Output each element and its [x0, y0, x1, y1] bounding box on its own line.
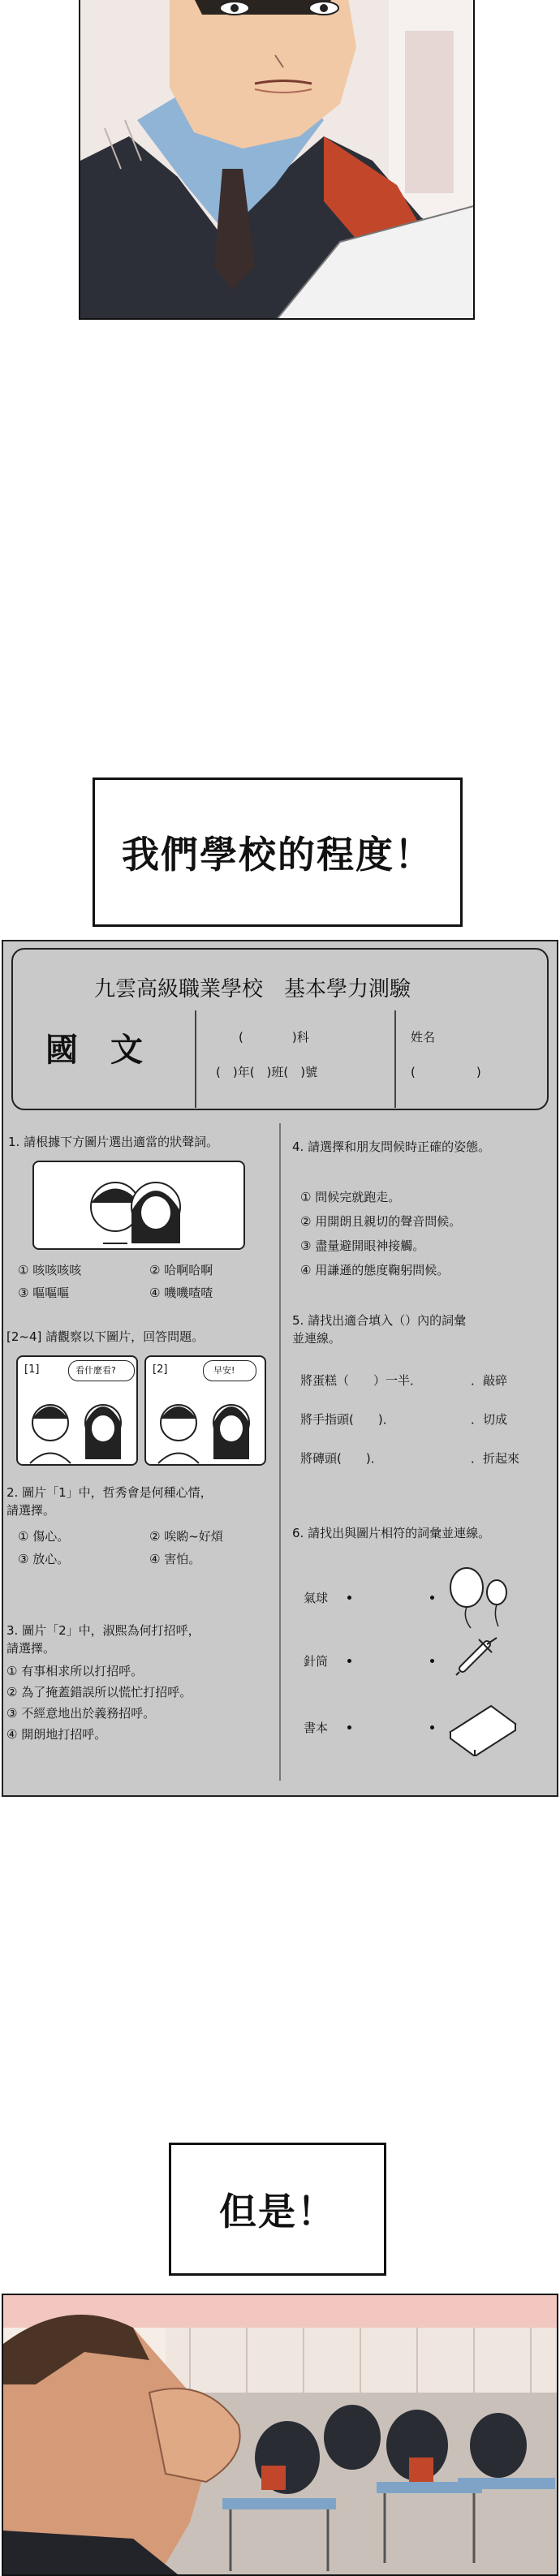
q1-image-frame [32, 1161, 245, 1250]
header-name-label: 姓名 [411, 1030, 436, 1045]
q6-item-balloon: 氣球 [304, 1591, 329, 1605]
q2-option-3: ③ 放心。 [18, 1552, 70, 1566]
caption-text-1: 我們學校的程度！ [122, 833, 433, 877]
q6-dot-syringe-left [347, 1659, 351, 1663]
caption-box-1 [93, 778, 463, 927]
picture-1-bubble [68, 1360, 135, 1381]
header-divider-2 [394, 1010, 396, 1108]
exam-subject: 國 文 [45, 1032, 143, 1069]
q2-picture-1-frame [16, 1355, 138, 1466]
q5-right-2: ．切成 [471, 1412, 508, 1427]
q5-text-line2: 並連線。 [292, 1331, 342, 1346]
q5-left-1: 將蛋糕（ ）一半． [300, 1373, 423, 1388]
header-class-info: ( )年( )班( )號 [216, 1065, 318, 1079]
header-divider-1 [195, 1010, 196, 1108]
header-name-field: ( ) [411, 1065, 481, 1079]
q5-text-line1: 5. 請找出適合填入（）內的詞彙 [292, 1313, 467, 1328]
q6-text: 6. 請找出與圖片相符的詞彙並連線。 [292, 1526, 491, 1540]
q6-dot-book-left [347, 1725, 351, 1730]
q5-right-1: ．敲碎 [471, 1373, 508, 1388]
student-illustration [80, 0, 475, 320]
picture-2-bubble [203, 1360, 256, 1381]
q4-option-1: ① 問候完就跑走。 [300, 1190, 401, 1204]
q5-left-2: 將手指頭( )． [300, 1412, 395, 1427]
comic-panel-classroom [2, 2294, 558, 2576]
exam-header-box [11, 948, 549, 1110]
q3-option-1: ① 有事相求所以打招呼。 [6, 1664, 144, 1678]
q1-option-3: ③ 嘔嘔嘔 [18, 1286, 70, 1300]
comic-panel-student [79, 0, 475, 320]
picture-1-illustration [18, 1386, 136, 1464]
q5-left-3: 將磚頭( )． [300, 1451, 383, 1466]
syringe-icon [454, 1636, 503, 1677]
q6-dot-balloon-left [347, 1596, 351, 1600]
header-department: ( )科 [239, 1030, 309, 1045]
picture-1-bubble-text: 看什麼看? [75, 1365, 116, 1376]
book-icon [446, 1699, 519, 1756]
q6-dot-balloon-right [430, 1596, 434, 1600]
q6-dot-syringe-right [430, 1659, 434, 1663]
picture-2-label: [2] [153, 1363, 168, 1376]
q6-item-syringe: 針筒 [304, 1654, 329, 1669]
exam-sheet [2, 940, 558, 1797]
q4-text: 4. 請選擇和朋友問候時正確的姿態。 [292, 1139, 491, 1154]
q1-option-1: ① 咳咳咳咳 [18, 1263, 82, 1277]
q1-option-2: ② 哈啊哈啊 [149, 1263, 213, 1277]
q3-text-line1: 3. 圖片「2」中，淑熙為何打招呼， [6, 1623, 200, 1638]
q6-dot-book-right [430, 1725, 434, 1730]
exam-column-divider [279, 1123, 281, 1781]
q3-text-line2: 請選擇。 [6, 1641, 56, 1656]
q1-text: 1. 請根據下方圖片選出適當的狀聲詞。 [8, 1135, 219, 1149]
q2-text-line1: 2. 圖片「1」中，哲秀會是何種心情， [6, 1485, 213, 1500]
q2-text-line2: 請選擇。 [6, 1503, 56, 1518]
caption-box-2 [169, 2143, 386, 2276]
q5-right-3: ．折起來 [471, 1451, 520, 1466]
q4-option-3: ③ 盡量避開眼神接觸。 [300, 1238, 425, 1253]
q2-option-4: ④ 害怕。 [149, 1552, 201, 1566]
classroom-illustration [3, 2295, 558, 2576]
picture-1-label: [1] [24, 1363, 40, 1376]
exam-title: 九雲高級職業學校 基本學力測驗 [94, 977, 411, 1002]
picture-2-illustration [146, 1386, 265, 1464]
q1-children-illustration [34, 1162, 243, 1248]
balloon-icon [446, 1565, 519, 1630]
picture-2-bubble-text: 早安! [213, 1365, 235, 1376]
q4-option-2: ② 用開朗且親切的聲音問候。 [300, 1214, 462, 1229]
q1-option-4: ④ 嘰嘰喳喳 [149, 1286, 213, 1300]
caption-text-2: 但是！ [219, 2190, 336, 2234]
q3-option-4: ④ 開朗地打招呼。 [6, 1727, 107, 1742]
q2-option-2: ② 唉喲~好煩 [149, 1529, 223, 1544]
q3-option-2: ② 為了掩蓋錯誤所以慌忙打招呼。 [6, 1685, 192, 1699]
q2-option-1: ① 傷心。 [18, 1529, 70, 1544]
q2-picture-2-frame [144, 1355, 266, 1466]
q3-option-3: ③ 不經意地出於義務招呼。 [6, 1706, 156, 1721]
q6-item-book: 書本 [304, 1721, 329, 1735]
q4-option-4: ④ 用謙遜的態度鞠躬問候。 [300, 1263, 450, 1277]
q2to4-text: [2~4] 請觀察以下圖片，回答問題。 [6, 1329, 205, 1344]
